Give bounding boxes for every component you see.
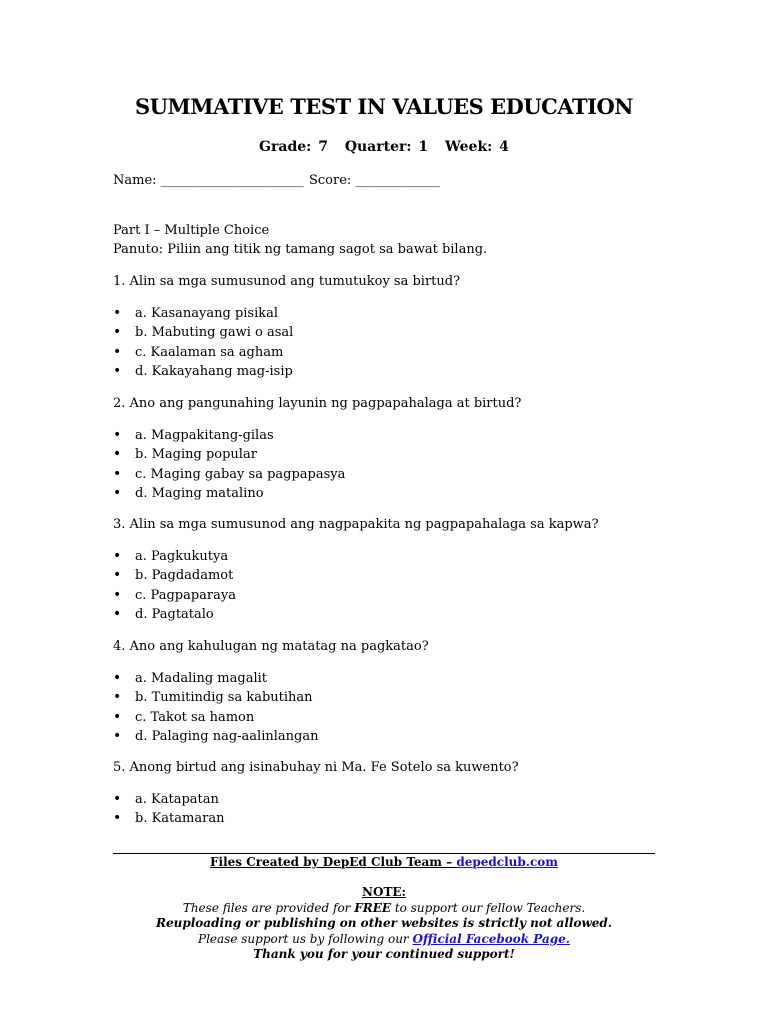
bullet-icon: • (113, 605, 122, 622)
note-line-2: Reuploading or publishing on other websites is strictly not allowed. (156, 916, 612, 930)
option-text: b. Katamaran (135, 811, 225, 827)
question-4-options (113, 669, 318, 746)
option-text: c. Kaalaman sa agham (135, 344, 284, 360)
option (113, 343, 293, 362)
note-line-1-pre: These files are provided for (182, 901, 355, 915)
option (113, 445, 345, 464)
bullet-icon: • (113, 708, 122, 725)
part-heading: Part I – Multiple Choice (113, 223, 270, 238)
bullet-icon: • (113, 343, 122, 360)
grade-quarter-week (0, 139, 768, 155)
question-5: 5. Anong birtud ang isinabuhay ni Ma. Fe Sotelo sa kuwento? (113, 760, 519, 775)
note-line-4: Thank you for your continued support! (253, 947, 515, 961)
option-text: b. Mabuting gawi o asal (135, 325, 294, 341)
note-line-1 (0, 901, 768, 915)
option (113, 465, 345, 484)
option-text: a. Kasanayang pisikal (135, 306, 279, 321)
option (113, 708, 318, 727)
option-text: b. Pagdadamot (135, 568, 234, 584)
option-text: c. Takot sa hamon (135, 709, 255, 725)
footer-divider (113, 853, 655, 854)
bullet-icon: • (113, 484, 122, 501)
question-2: 2. Ano ang pangunahing layunin ng pagpapahalaga at birtud? (113, 396, 522, 411)
bullet-icon: • (113, 586, 122, 603)
option (113, 323, 293, 342)
bullet-icon: • (113, 567, 122, 584)
option-text: b. Maging popular (135, 447, 257, 463)
option (113, 688, 318, 707)
option (113, 426, 345, 445)
option-text: d. Maging matalino (135, 485, 264, 501)
bullet-icon: • (113, 727, 122, 744)
bullet-icon: • (113, 362, 122, 379)
option (113, 362, 293, 381)
note-line-3-pre: Please support us by following our (198, 932, 413, 946)
bullet-icon: • (113, 305, 122, 321)
option (113, 304, 293, 323)
bullet-icon: • (113, 791, 122, 807)
footer-credit (0, 855, 768, 869)
bullet-icon: • (113, 324, 122, 341)
question-1: 1. Alin sa mga sumusunod ang tumutukoy sa birtud? (113, 274, 461, 289)
score-field: Score: _____________ (309, 173, 440, 188)
bullet-icon: • (113, 446, 122, 463)
credit-text: Files Created by DepEd Club Team – (210, 855, 457, 869)
bullet-icon: • (113, 810, 122, 827)
option-text: c. Pagpaparaya (135, 587, 236, 603)
option (113, 547, 236, 566)
option (113, 566, 236, 585)
note-line-3 (0, 932, 768, 946)
instructions: Panuto: Piliin ang titik ng tamang sagot sa bawat bilang. (113, 242, 488, 257)
quarter-label: Quarter: 1 (344, 139, 429, 155)
option (113, 669, 318, 688)
document-title: SUMMATIVE TEST IN VALUES EDUCATION (135, 94, 633, 119)
name-field: Name: ______________________ (113, 173, 304, 188)
bullet-icon: • (113, 689, 122, 706)
bullet-icon: • (113, 670, 122, 686)
bullet-icon: • (113, 427, 122, 443)
option-text: a. Pagkukutya (135, 549, 229, 564)
week-label: Week: 4 (445, 139, 509, 155)
option-text: d. Kakayahang mag-isip (135, 363, 293, 379)
grade-label: Grade: 7 (259, 139, 328, 155)
question-5-options (113, 790, 224, 829)
note-line-1-free: FREE (354, 901, 392, 915)
option (113, 809, 224, 828)
question-3: 3. Alin sa mga sumusunod ang nagpapakita ng pagpapahalaga sa kapwa? (113, 517, 599, 532)
option (113, 586, 236, 605)
option-text: a. Katapatan (135, 792, 219, 807)
option (113, 790, 224, 809)
facebook-page-link[interactable]: Official Facebook Page. (412, 932, 570, 946)
option (113, 484, 345, 503)
question-4: 4. Ano ang kahulugan ng matatag na pagkatao? (113, 639, 429, 654)
option-text: d. Pagtatalo (135, 606, 214, 622)
option-text: a. Madaling magalit (135, 671, 267, 686)
option-text: b. Tumitindig sa kabutihan (135, 690, 313, 706)
option-text: c. Maging gabay sa pagpapasya (135, 466, 346, 482)
option-text: d. Palaging nag-aalinlangan (135, 728, 319, 744)
credit-link[interactable]: depedclub.com (456, 855, 558, 869)
bullet-icon: • (113, 548, 122, 564)
question-3-options (113, 547, 236, 624)
option (113, 605, 236, 624)
question-2-options (113, 426, 345, 503)
note-line-1-post: to support our fellow Teachers. (391, 901, 586, 915)
bullet-icon: • (113, 465, 122, 482)
option-text: a. Magpakitang-gilas (135, 428, 274, 443)
note-label: NOTE: (362, 885, 406, 899)
question-1-options (113, 304, 293, 381)
option (113, 727, 318, 746)
